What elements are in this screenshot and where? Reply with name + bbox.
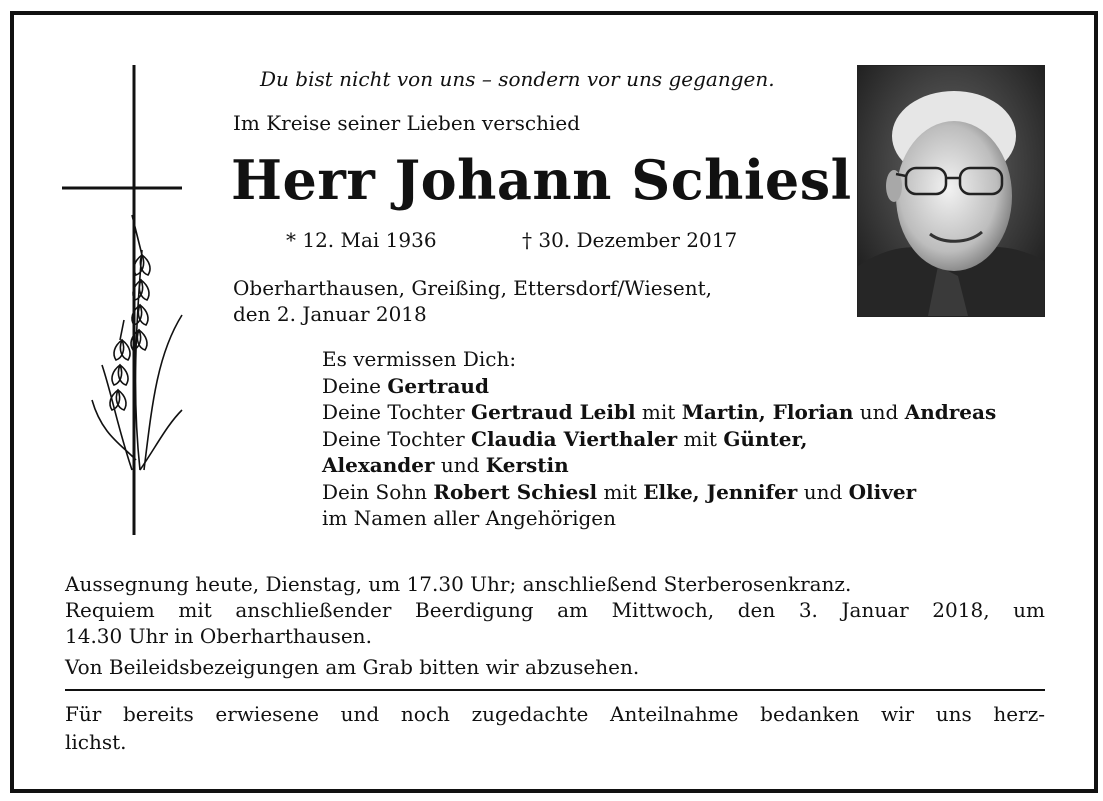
death-date: † 30. Dezember 2017 — [522, 228, 738, 252]
service-line-2: Requiem mit anschließender Beerdigung am Mittwoch, den 3. Januar 2018, um — [65, 598, 1045, 622]
mourner-text: Deine Tochter — [322, 426, 472, 451]
mourners-list — [322, 346, 996, 532]
motto: Du bist nicht von uns – sondern vor uns gegangen. — [260, 67, 775, 91]
mourner-name: Oliver — [848, 479, 917, 504]
mourner-text: Dein Sohn — [322, 479, 434, 504]
service-info — [65, 571, 1045, 680]
service-line-1: Aussegnung heute, Dienstag, um 17.30 Uhr; anschließend Sterberosenkranz. — [65, 572, 852, 596]
divider — [65, 689, 1045, 691]
place-and-date — [233, 275, 712, 327]
portrait-photo — [857, 65, 1045, 317]
service-line-4: Von Beileidsbezeigungen am Grab bitten wir abzusehen. — [65, 655, 640, 679]
places-line: Oberharthausen, Greißing, Ettersdorf/Wiesent, — [233, 276, 712, 300]
mourner-text: Deine Tochter — [322, 400, 472, 424]
mourner-name: Robert Schiesl — [433, 479, 598, 504]
obituary-frame — [10, 11, 1098, 793]
date-line: den 2. Januar 2018 — [233, 302, 427, 326]
mourner-line — [322, 426, 996, 453]
mourner-name: Günter, — [723, 426, 808, 451]
mourner-line — [322, 373, 996, 400]
mourner-line: im Namen aller Angehörigen — [322, 506, 617, 530]
thanks-note — [65, 700, 1045, 756]
portrait-image — [858, 66, 1044, 316]
mourner-name: Andreas — [904, 400, 997, 424]
service-line-3: 14.30 Uhr in Oberharthausen. — [65, 624, 372, 648]
mourner-text: Deine — [322, 373, 388, 398]
mourner-line — [322, 452, 996, 479]
mourner-text: und — [853, 400, 905, 424]
mourner-text: und — [797, 479, 849, 504]
thanks-line-1: Für bereits erwiesene und noch zugedachte Anteilnahme bedanken wir uns herz- — [65, 702, 1045, 726]
mourner-name: Alexander — [322, 453, 435, 477]
mourner-name: Martin, Florian — [681, 400, 854, 424]
cross-with-wheat-icon — [62, 65, 192, 545]
mourner-line — [322, 399, 996, 426]
mourner-name: Gertraud — [387, 373, 489, 398]
mourner-name: Elke, Jennifer — [643, 479, 798, 504]
mourner-text: mit — [677, 426, 724, 451]
mourner-line — [322, 479, 996, 506]
birth-date: * 12. Mai 1936 — [286, 228, 437, 252]
mourner-name: Claudia Vierthaler — [471, 426, 678, 451]
mourner-text: und — [434, 453, 486, 477]
mourners-heading: Es vermissen Dich: — [322, 347, 517, 371]
intro-line: Im Kreise seiner Lieben verschied — [233, 111, 581, 135]
mourner-text: mit — [635, 400, 682, 424]
thanks-line-2: lichst. — [65, 730, 127, 754]
mourner-name: Gertraud Leibl — [471, 400, 636, 424]
mourner-text: mit — [597, 479, 644, 504]
mourner-name: Kerstin — [485, 453, 569, 477]
deceased-name: Herr Johann Schiesl — [231, 148, 852, 212]
